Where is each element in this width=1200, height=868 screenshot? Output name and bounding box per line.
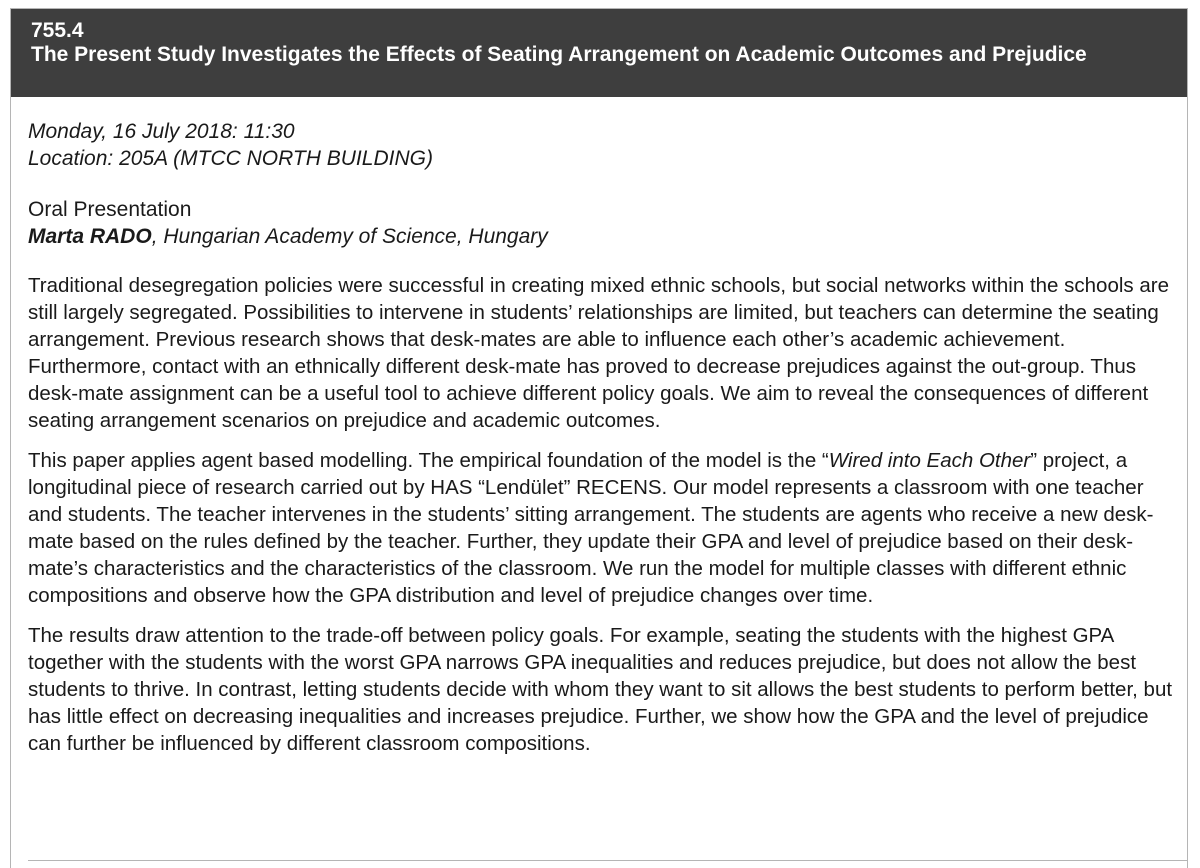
paragraph-2-text-b: ” project, a longitudinal piece of research carried out by HAS “Lendület” RECENS. Our model represents a classroom with one teacher and students. The teacher intervenes in the students’ sitting arrangement. The students are agents who receive a new desk-mate based on the rules defined by the teacher. Further, they update their GPA and level of prejudice based on their desk-mate’s characteristics and the characteristics of the classroom. We run the model for multiple classes with different ethnic compositions and observe how the GPA distribution and level of prejudice changes over time. — [28, 449, 1154, 607]
abstract-header — [11, 9, 1187, 97]
abstract-paragraph-1: Traditional desegregation policies were successful in creating mixed ethnic schools, but social networks within the schools are still largely segregated. Possibilities to intervene in students’ relationships are limited, but teachers can determine the seating arrangement. Previous research shows that desk-mates are able to influence each other’s academic achievement. Furthermore, contact with an ethnically different desk-mate has proved to decrease prejudices against the out-group. Thus desk-mate assignment can be a useful tool to achieve different policy goals. We aim to reveal the consequences of different seating arrangement scenarios on prejudice and academic outcomes. — [28, 274, 1169, 432]
author-name: Marta RADO — [28, 225, 152, 248]
abstract-title: The Present Study Investigates the Effects of Seating Arrangement on Academic Outcomes and Prejudice — [31, 43, 1087, 66]
abstract-paragraph-2 — [28, 447, 1178, 609]
abstract-content — [28, 118, 1178, 770]
project-name: Wired into Each Other — [828, 449, 1031, 472]
abstract-number: 755.4 — [31, 19, 84, 42]
session-location: Location: 205A (MTCC NORTH BUILDING) — [28, 147, 433, 170]
author-line — [28, 223, 1178, 250]
paragraph-2-text-a: This paper applies agent based modelling. The empirical foundation of the model is the “ — [28, 449, 829, 472]
author-affiliation: , Hungarian Academy of Science, Hungary — [151, 225, 548, 248]
session-datetime: Monday, 16 July 2018: 11:30 — [28, 120, 295, 143]
presentation-type: Oral Presentation — [28, 198, 192, 221]
bottom-divider — [28, 860, 1188, 861]
abstract-paragraph-3: The results draw attention to the trade-off between policy goals. For example, seating the students with the highest GPA together with the students with the worst GPA narrows GPA inequalities and reduces prejudice, but does not allow the best students to thrive. In contrast, letting students decide with whom they want to sit allows the best students to perform better, but has little effect on decreasing inequalities and increases prejudice. Further, we show how the GPA and the level of prejudice can further be influenced by different classroom compositions. — [28, 624, 1173, 755]
